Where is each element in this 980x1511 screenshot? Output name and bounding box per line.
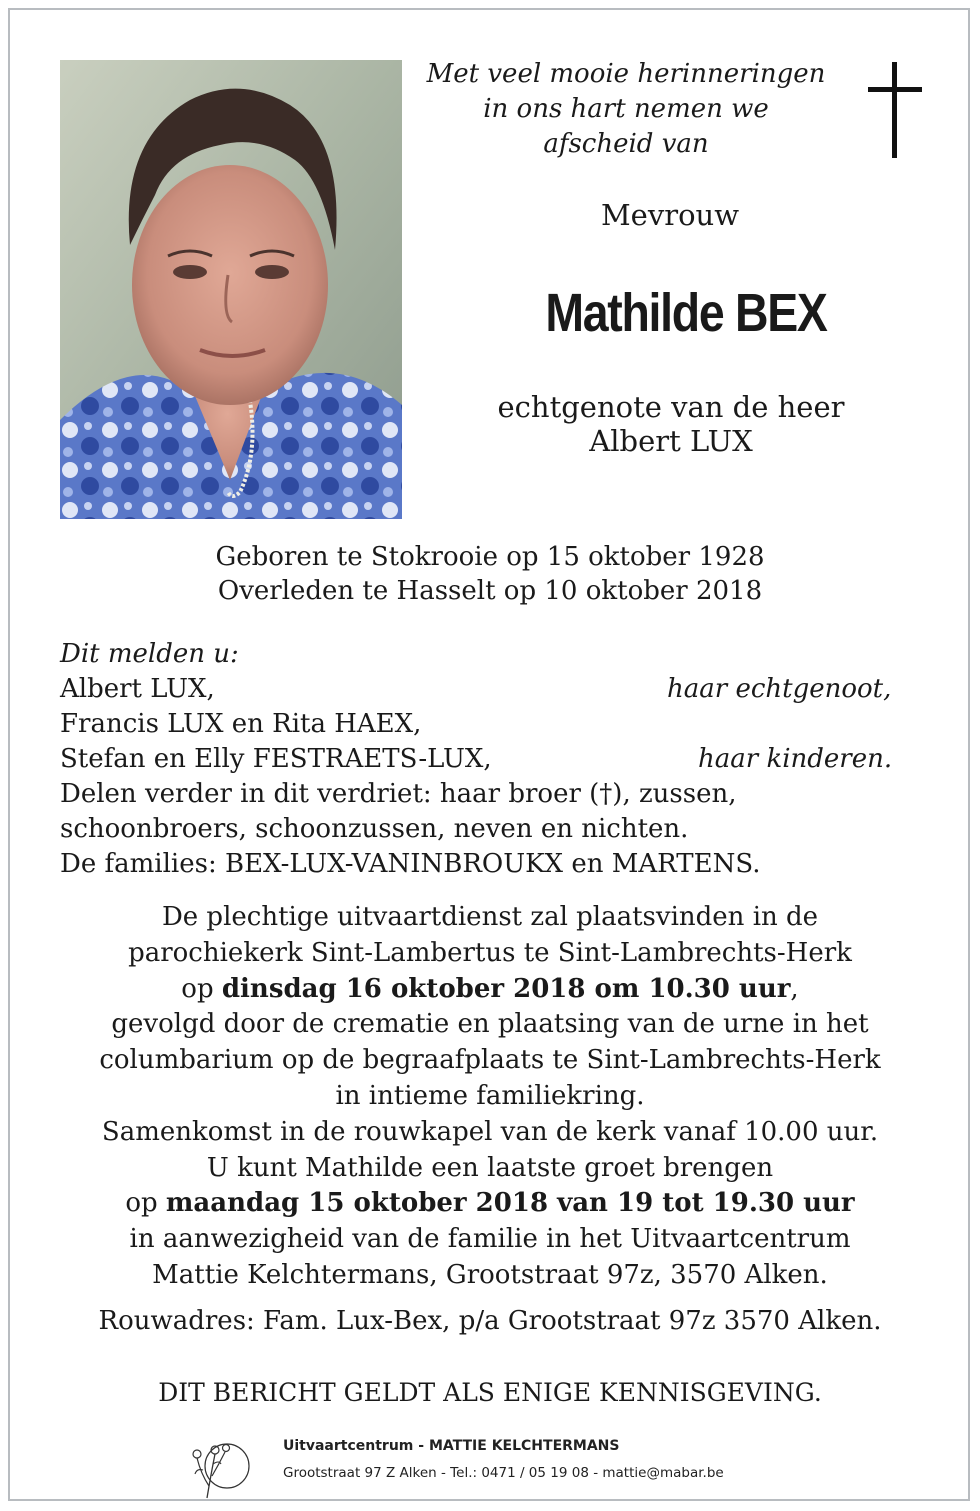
relation-text: echtgenote van de heer: [497, 390, 845, 424]
flower-logo-icon: [185, 1434, 257, 1502]
mourner-name: Albert LUX,: [60, 674, 215, 704]
intro-line: afscheid van: [543, 129, 709, 159]
mourner-line: De families: BEX-LUX-VANINBROUKX en MARTENS.: [60, 849, 761, 879]
mourning-address: Rouwadres: Fam. Lux-Bex, p/a Grootstraat 97z 3570 Alken.: [98, 1306, 882, 1336]
service-line: parochiekerk Sint-Lambertus te Sint-Lambrechts-Herk: [128, 937, 852, 968]
service-line: in aanwezigheid van de familie in het Uitvaartcentrum: [129, 1224, 851, 1255]
mourner-role: haar kinderen.: [698, 744, 893, 774]
visitation-datetime: maandag 15 oktober 2018 van 19 tot 19.30 uur: [165, 1188, 855, 1219]
mourner-role: haar echtgenoot,: [667, 674, 892, 704]
service-prefix: op: [181, 973, 222, 1004]
mourner-row: [60, 707, 940, 742]
intro-text: [405, 57, 847, 162]
service-suffix: ,: [790, 973, 799, 1004]
service-line: Samenkomst in de rouwkapel van de kerk vanaf 10.00 uur.: [101, 1116, 879, 1147]
mourner-row: [60, 672, 940, 707]
mourners-list: [60, 637, 940, 882]
mourner-name: Stefan en Elly FESTRAETS-LUX,: [60, 744, 492, 774]
service-line: [30, 1186, 950, 1222]
spouse-name: Albert LUX: [589, 424, 753, 458]
deceased-name: Mathilde BEX: [545, 283, 827, 343]
notice-text: DIT BERICHT GELDT ALS ENIGE KENNISGEVING.: [158, 1378, 822, 1407]
service-line: columbarium op de begraafplaats te Sint-Lambrechts-Herk: [99, 1045, 881, 1076]
intro-line: Met veel mooie herinneringen: [426, 59, 826, 89]
spouse-block: [455, 390, 887, 458]
mourner-name: Francis LUX en Rita HAEX,: [60, 709, 422, 739]
mourner-row: [60, 742, 940, 777]
intro-line: in ons hart nemen we: [483, 94, 769, 124]
death-line: Overleden te Hasselt op 10 oktober 2018: [217, 576, 763, 606]
service-line: Mattie Kelchtermans, Grootstraat 97z, 3570 Alken.: [152, 1259, 828, 1290]
service-line: [30, 972, 950, 1008]
cross-icon: [868, 62, 922, 158]
service-details: [30, 900, 950, 1294]
honorific: Mevrouw: [600, 198, 740, 232]
service-datetime: dinsdag 16 oktober 2018 om 10.30 uur: [221, 973, 791, 1004]
life-dates: [60, 540, 920, 608]
portrait-photo: [60, 60, 402, 519]
service-line: gevolgd door de crematie en plaatsing van de urne in het: [111, 1009, 869, 1040]
mourner-line: Delen verder in dit verdriet: haar broer (†), zussen,: [60, 779, 737, 809]
service-line: De plechtige uitvaartdienst zal plaatsvinden in de: [161, 902, 819, 932]
visitation-prefix: op: [125, 1188, 166, 1219]
service-line: in intieme familiekring.: [335, 1080, 645, 1111]
footer-contact: Grootstraat 97 Z Alken - Tel.: 0471 / 05 19 08 - mattie@mabar.be: [283, 1465, 724, 1481]
birth-line: Geboren te Stokrooie op 15 oktober 1928: [215, 542, 765, 572]
footer-company: Uitvaartcentrum - MATTIE KELCHTERMANS: [283, 1438, 620, 1454]
mourners-heading: Dit melden u:: [60, 639, 239, 669]
service-line: U kunt Mathilde een laatste groet brengen: [206, 1152, 774, 1183]
mourner-line: schoonbroers, schoonzussen, neven en nichten.: [60, 814, 689, 844]
